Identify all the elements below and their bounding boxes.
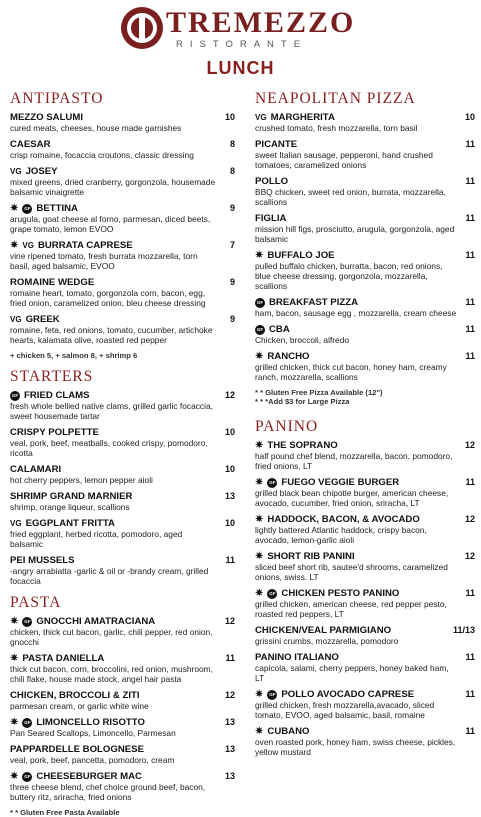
menu-item <box>255 514 475 545</box>
menu-item-description: mixed greens, dried cranberry, gorgonzola, housemade balsamic vinaigrette <box>10 177 216 197</box>
menu-item-price: 11 <box>465 297 475 307</box>
menu-item-description: three cheese blend, chef choice ground beef, bacon, buttery ritz, sriracha, fried onions <box>10 782 206 802</box>
chef-star-icon: ✷ <box>10 717 19 728</box>
menu-item-price: 11 <box>465 588 475 598</box>
gluten-free-badge-icon: GF <box>267 589 277 599</box>
menu-item <box>255 625 475 646</box>
menu-item-name: BETTINA <box>36 203 78 214</box>
menu-item-name: RANCHO <box>267 351 310 362</box>
menu-item-description: -angry arrabiatta -garlic & oil or -brandy cream, grilled focaccia <box>10 566 209 586</box>
menu-item-price: 12 <box>224 690 235 700</box>
menu-item-description: thick cut bacon, corn, broccolini, red onion, mushroom, chili flake, house made stock, angel hair pasta <box>10 664 213 684</box>
menu-item-name: FUEGO VEGGIE BURGER <box>281 477 400 488</box>
menu-item-name: PAPPARDELLE BOLOGNESE <box>10 744 144 755</box>
menu-item-description: grissini crumbs, mozzarella, pomodoro <box>255 636 399 646</box>
menu-item-description: veal, pork, beef, meatballs, cooked crispy, pomodoro, ricotta <box>10 438 208 458</box>
menu-item-name-row <box>255 176 475 187</box>
menu-item-name: MARGHERITA <box>270 112 335 123</box>
menu-item-name: BURRATA CAPRESE <box>37 240 133 251</box>
panino-list <box>255 440 475 757</box>
menu-item-name-row <box>10 464 235 475</box>
menu-item-description: shrimp, orange liqueur, scallions <box>10 502 130 512</box>
menu-item-name: CHEESEBURGER MAC <box>36 771 142 782</box>
menu-item <box>10 240 235 271</box>
large-pizza-note: * * *Add $3 for Large Pizza <box>255 397 350 406</box>
menu-item-description: sweet Italian sausage, pepperoni, hand crushed tomatoes, caramelized onions <box>255 150 433 170</box>
menu-item-description: Pan Seared Scallops, Limoncello, Parmesan <box>10 728 176 738</box>
menu-item-description: cured meats, cheeses, house made garnishes <box>10 123 182 133</box>
menu-title: LUNCH <box>206 58 275 78</box>
vegetarian-tag: VG <box>10 519 22 528</box>
menu-item <box>10 616 235 647</box>
chef-star-icon: ✷ <box>255 726 264 737</box>
menu-item-name: JOSEY <box>25 166 58 177</box>
menu-item-price: 9 <box>229 314 235 324</box>
gluten-free-pizza-note: * * Gluten Free Pizza Available (12") <box>255 388 383 397</box>
menu-item-name: BREAKFAST PIZZA <box>269 297 359 308</box>
menu-item-price: 13 <box>224 744 235 754</box>
menu-item-name-row <box>10 203 235 214</box>
menu-item-name-row <box>10 616 235 627</box>
gluten-free-badge-icon: GF <box>10 391 20 401</box>
menu-item <box>10 491 235 512</box>
menu-item-description: crisp romaine, focaccia croutons, classic dressing <box>10 150 194 160</box>
menu-item-description: mission hill figs, prosciutto, arugula, gorgonzola, aged balsamic <box>255 224 455 244</box>
menu-item-name: SHORT RIB PANINI <box>267 551 355 562</box>
chef-star-icon: ✷ <box>255 250 264 261</box>
vegetarian-tag: VG <box>10 167 22 176</box>
section-title-pasta: PASTA <box>10 594 62 611</box>
menu-item-name: POLLO AVOCADO CAPRESE <box>281 689 415 700</box>
menu-item <box>10 744 235 765</box>
menu-item-description: romaine, feta, red onions, tomato, cucumber, artichoke hearts, kalamata olive, roasted red pepper <box>10 325 213 345</box>
menu-item-price: 13 <box>224 717 235 727</box>
menu-item-description: Chicken, broccoli, alfredo <box>255 335 350 345</box>
menu-item <box>10 690 235 711</box>
menu-item-name: PASTA DANIELLA <box>22 653 105 664</box>
menu-item-price: 7 <box>229 240 235 250</box>
menu-item-price: 11 <box>465 324 475 334</box>
menu-item-price: 10 <box>224 518 235 528</box>
menu-item <box>10 390 235 421</box>
menu-item-name-row <box>10 653 235 664</box>
menu-item-price: 11 <box>465 652 475 662</box>
menu-item-price: 11 <box>465 139 475 149</box>
menu-item-name-row <box>10 112 235 123</box>
menu-item-name-row <box>255 689 475 700</box>
menu-item-description: BBQ chicken, sweet red onion, burrata, mozzarella, scallions <box>255 187 446 207</box>
chef-star-icon: ✷ <box>255 514 264 525</box>
menu-item-description: ham, bacon, sausage egg , mozzarella, cream cheese <box>255 308 457 318</box>
menu-item-name-row <box>255 351 475 362</box>
menu-item <box>255 551 475 582</box>
menu-item-name-row <box>255 652 475 663</box>
menu-item-name-row <box>255 139 475 150</box>
menu-item-name-row <box>255 250 475 261</box>
menu-item-description: fried eggplant, herbed ricotta, pomodoro, aged balsamic <box>10 529 183 549</box>
menu-item-name-row <box>255 440 475 451</box>
menu-item-name: PICANTE <box>255 139 298 150</box>
menu-item-name-row <box>10 771 235 782</box>
vegetarian-tag: VG <box>255 113 267 122</box>
chef-star-icon: ✷ <box>10 771 19 782</box>
chef-star-icon: ✷ <box>255 588 264 599</box>
menu-item-name-row <box>255 213 475 224</box>
starters-list <box>10 390 235 586</box>
menu-item <box>255 250 475 291</box>
menu-item-description: capicola, salami, cherry peppers, honey baked ham, LT <box>255 663 449 683</box>
menu-item-description: vine ripened tomato, fresh burrata mozzarella, torn basil, aged balsamic, EVOO <box>10 251 198 271</box>
menu-item-name: CRISPY POLPETTE <box>10 427 99 438</box>
menu-header <box>0 0 481 86</box>
menu-item-name-row <box>10 555 235 566</box>
menu-item-price: 11 <box>465 477 475 487</box>
chef-star-icon: ✷ <box>255 689 264 700</box>
menu-item-description: sliced beef short rib, sautee'd shrooms, caramelized onions, swiss. LT <box>255 562 448 582</box>
menu-item-name-row <box>255 112 475 123</box>
menu-item-name: CHICKEN/VEAL PARMIGIANO <box>255 625 392 636</box>
menu-item-description: parmesan cream, or garlic white wine <box>10 701 149 711</box>
menu-item-price: 12 <box>224 616 235 626</box>
menu-item-name: FRIED CLAMS <box>24 390 90 401</box>
menu-item-name: LIMONCELLO RISOTTO <box>36 717 145 728</box>
menu-item-name: POLLO <box>255 176 289 187</box>
menu-item <box>255 139 475 170</box>
brand-subtitle: RISTORANTE <box>176 39 308 50</box>
section-title-starters: STARTERS <box>10 368 94 385</box>
add-ons-note: + chicken 5, + salmon 8, + shrimp 6 <box>10 351 138 360</box>
menu-item-description: grilled chicken, american cheese, red pepper pesto, roasted red peppers, LT <box>255 599 447 619</box>
menu-item-name-row <box>255 514 475 525</box>
gluten-free-badge-icon: GF <box>255 298 265 308</box>
menu-item <box>10 314 235 345</box>
menu-item <box>10 203 235 234</box>
gluten-free-badge-icon: GF <box>267 478 277 488</box>
menu-item-name: CALAMARI <box>10 464 62 475</box>
menu-item <box>10 771 235 802</box>
menu-item-name: THE SOPRANO <box>267 440 338 451</box>
menu-item-name: PANINO ITALIANO <box>255 652 339 663</box>
menu-item-name-row <box>255 324 475 335</box>
pizza-list <box>255 112 475 382</box>
menu-item-name: CBA <box>269 324 290 335</box>
menu-item-price: 11 <box>465 176 475 186</box>
menu-item-name-row <box>10 139 235 150</box>
menu-item-name-row <box>255 625 475 636</box>
menu-item <box>255 112 475 133</box>
menu-item-price: 10 <box>224 427 235 437</box>
menu-item-description: half pound chef blend, mozzarella, bacon, pomodoro, fried onions, LT <box>255 451 453 471</box>
menu-item-name: CHICKEN, BROCCOLI & ZITI <box>10 690 140 701</box>
menu-item-name: ROMAINE WEDGE <box>10 277 95 288</box>
menu-item-name-row <box>10 717 235 728</box>
chef-star-icon: ✷ <box>255 351 264 362</box>
antipasto-list <box>10 112 235 345</box>
menu-item-name-row <box>10 427 235 438</box>
menu-item <box>10 555 235 586</box>
menu-item-name: CUBANO <box>267 726 310 737</box>
menu-item-name: SHRIMP GRAND MARNIER <box>10 491 133 502</box>
menu-item-name: FIGLIA <box>255 213 287 224</box>
menu-item <box>10 166 235 197</box>
menu-item <box>255 588 475 619</box>
menu-item-price: 12 <box>464 514 475 524</box>
menu-item-name: HADDOCK, BACON, & AVOCADO <box>267 514 420 525</box>
menu-item-price: 10 <box>224 464 235 474</box>
menu-item <box>255 176 475 207</box>
menu-item-name-row <box>255 477 475 488</box>
menu-item-price: 12 <box>464 551 475 561</box>
chef-star-icon: ✷ <box>255 551 264 562</box>
chef-star-icon: ✷ <box>255 477 264 488</box>
menu-item-name: BUFFALO JOE <box>267 250 335 261</box>
chef-star-icon: ✷ <box>10 203 19 214</box>
chef-star-icon: ✷ <box>10 653 19 664</box>
menu-item-price: 11 <box>465 726 475 736</box>
menu-item <box>255 351 475 382</box>
menu-item-name-row <box>10 166 235 177</box>
menu-item <box>255 726 475 757</box>
menu-item-price: 10 <box>224 112 235 122</box>
menu-item <box>255 689 475 720</box>
menu-item-name: PEI MUSSELS <box>10 555 75 566</box>
menu-item-price: 9 <box>229 277 235 287</box>
menu-item-price: 13 <box>224 771 235 781</box>
menu-item <box>10 464 235 485</box>
menu-item <box>255 213 475 244</box>
menu-item-name: GNOCCHI AMATRACIANA <box>36 616 156 627</box>
menu-item-description: grilled chicken, fresh mozzarella,avacado, sliced tomato, EVOO, aged balsamic, basil, romaine <box>255 700 435 720</box>
menu-item-name: GREEK <box>25 314 60 325</box>
menu-item-price: 12 <box>464 440 475 450</box>
pasta-list <box>10 616 235 802</box>
menu-item-price: 11 <box>225 555 235 565</box>
menu-item-name: CHICKEN PESTO PANINO <box>281 588 400 599</box>
gluten-free-badge-icon: GF <box>22 204 32 214</box>
menu-item <box>10 653 235 684</box>
menu-item-price: 10 <box>464 112 475 122</box>
menu-item-name-row <box>255 726 475 737</box>
menu-item <box>10 717 235 738</box>
menu-item <box>10 518 235 549</box>
menu-item-description: crushed tomato, fresh mozzarella, torn basil <box>255 123 418 133</box>
menu-item-name: EGGPLANT FRITTA <box>25 518 115 529</box>
gluten-free-badge-icon: GF <box>22 718 32 728</box>
menu-item-name-row <box>10 390 235 401</box>
menu-item-name-row <box>255 297 475 308</box>
menu-item-price: 11 <box>465 213 475 223</box>
menu-item-price: 11 <box>465 351 475 361</box>
vegetarian-tag: VG <box>10 315 22 324</box>
menu-item <box>10 277 235 308</box>
menu-item-price: 12 <box>224 390 235 400</box>
menu-item-name-row <box>10 518 235 529</box>
vegetarian-tag: VG <box>22 241 34 250</box>
restaurant-logo <box>120 6 362 52</box>
gluten-free-pasta-note: * * Gluten Free Pasta Available <box>10 808 120 817</box>
section-title-pizza: NEAPOLITAN PIZZA <box>255 90 416 107</box>
menu-item-name-row <box>10 277 235 288</box>
section-title-antipasto: ANTIPASTO <box>10 90 104 107</box>
menu-item-name-row <box>10 491 235 502</box>
logo-emblem-icon <box>120 6 164 50</box>
menu-item <box>255 324 475 345</box>
right-column <box>255 90 475 763</box>
gluten-free-badge-icon: GF <box>22 772 32 782</box>
menu-item-description: romaine heart, tomato, gorgonzola corn, bacon, egg, fried onion, caramelized onion, bleu cheese dressing <box>10 288 206 308</box>
menu-item-price: 8 <box>229 139 235 149</box>
brand-name: TREMEZZO <box>166 6 356 39</box>
menu-item-name-row <box>10 240 235 251</box>
menu-item-name: MEZZO SALUMI <box>10 112 84 123</box>
menu-item <box>255 440 475 471</box>
menu-item-price: 13 <box>224 491 235 501</box>
menu-item-description: lightly battered Atlantic haddock, crispy bacon, avocado, lemon-garlic aioli <box>255 525 427 545</box>
menu-item-price: 11 <box>225 653 235 663</box>
menu-item-price: 9 <box>229 203 235 213</box>
chef-star-icon: ✷ <box>10 240 19 251</box>
menu-item-name-row <box>10 744 235 755</box>
menu-item-name-row <box>10 690 235 701</box>
left-column <box>10 90 235 817</box>
menu-item-price: 11 <box>465 689 475 699</box>
section-title-panino: PANINO <box>255 418 319 435</box>
menu-item-description: pulled buffalo chicken, burratta, bacon, red onions, blue cheese dressing, gorgonzola, mozzarella, scallions <box>255 261 443 291</box>
menu-item <box>255 477 475 508</box>
menu-item-name-row <box>255 588 475 599</box>
menu-item <box>10 427 235 458</box>
menu-item-description: grilled chicken, thick cut bacon, honey ham, creamy ranch, mozzarella, scallions <box>255 362 447 382</box>
chef-star-icon: ✷ <box>10 616 19 627</box>
menu-item-name-row <box>10 314 235 325</box>
menu-item-price: 8 <box>229 166 235 176</box>
menu-item-description: chicken, thick cut bacon, garlic, chili pepper, red onion, gnocchi <box>10 627 213 647</box>
menu-item <box>255 652 475 683</box>
menu-item <box>255 297 475 318</box>
gluten-free-badge-icon: GF <box>22 617 32 627</box>
menu-item-description: fresh whole bellied native clams, grilled garlic focaccia, sweet housemade tartar <box>10 401 213 421</box>
gluten-free-badge-icon: GF <box>255 325 265 335</box>
menu-item-name-row <box>255 551 475 562</box>
menu-item-description: hot cherry peppers, lemon pepper aioli <box>10 475 153 485</box>
menu-item <box>10 112 235 133</box>
gluten-free-badge-icon: GF <box>267 690 277 700</box>
menu-item-description: veal, pork, beef, pancetta, pomodoro, cream <box>10 755 175 765</box>
menu-item-description: arugula, goat cheese al forno, parmesan, diced beets, grape tomato, lemon EVOO <box>10 214 211 234</box>
menu-item <box>10 139 235 160</box>
menu-item-description: grilled black bean chipotle burger, american cheese, avocado, cucumber, fried onion, sriracha, LT <box>255 488 449 508</box>
chef-star-icon: ✷ <box>255 440 264 451</box>
menu-item-price: 11/13 <box>452 625 475 635</box>
menu-item-price: 11 <box>465 250 475 260</box>
menu-item-name: CAESAR <box>10 139 51 150</box>
menu-item-description: oven roasted pork, honey ham, swiss cheese, pickles, yellow mustard <box>255 737 456 757</box>
